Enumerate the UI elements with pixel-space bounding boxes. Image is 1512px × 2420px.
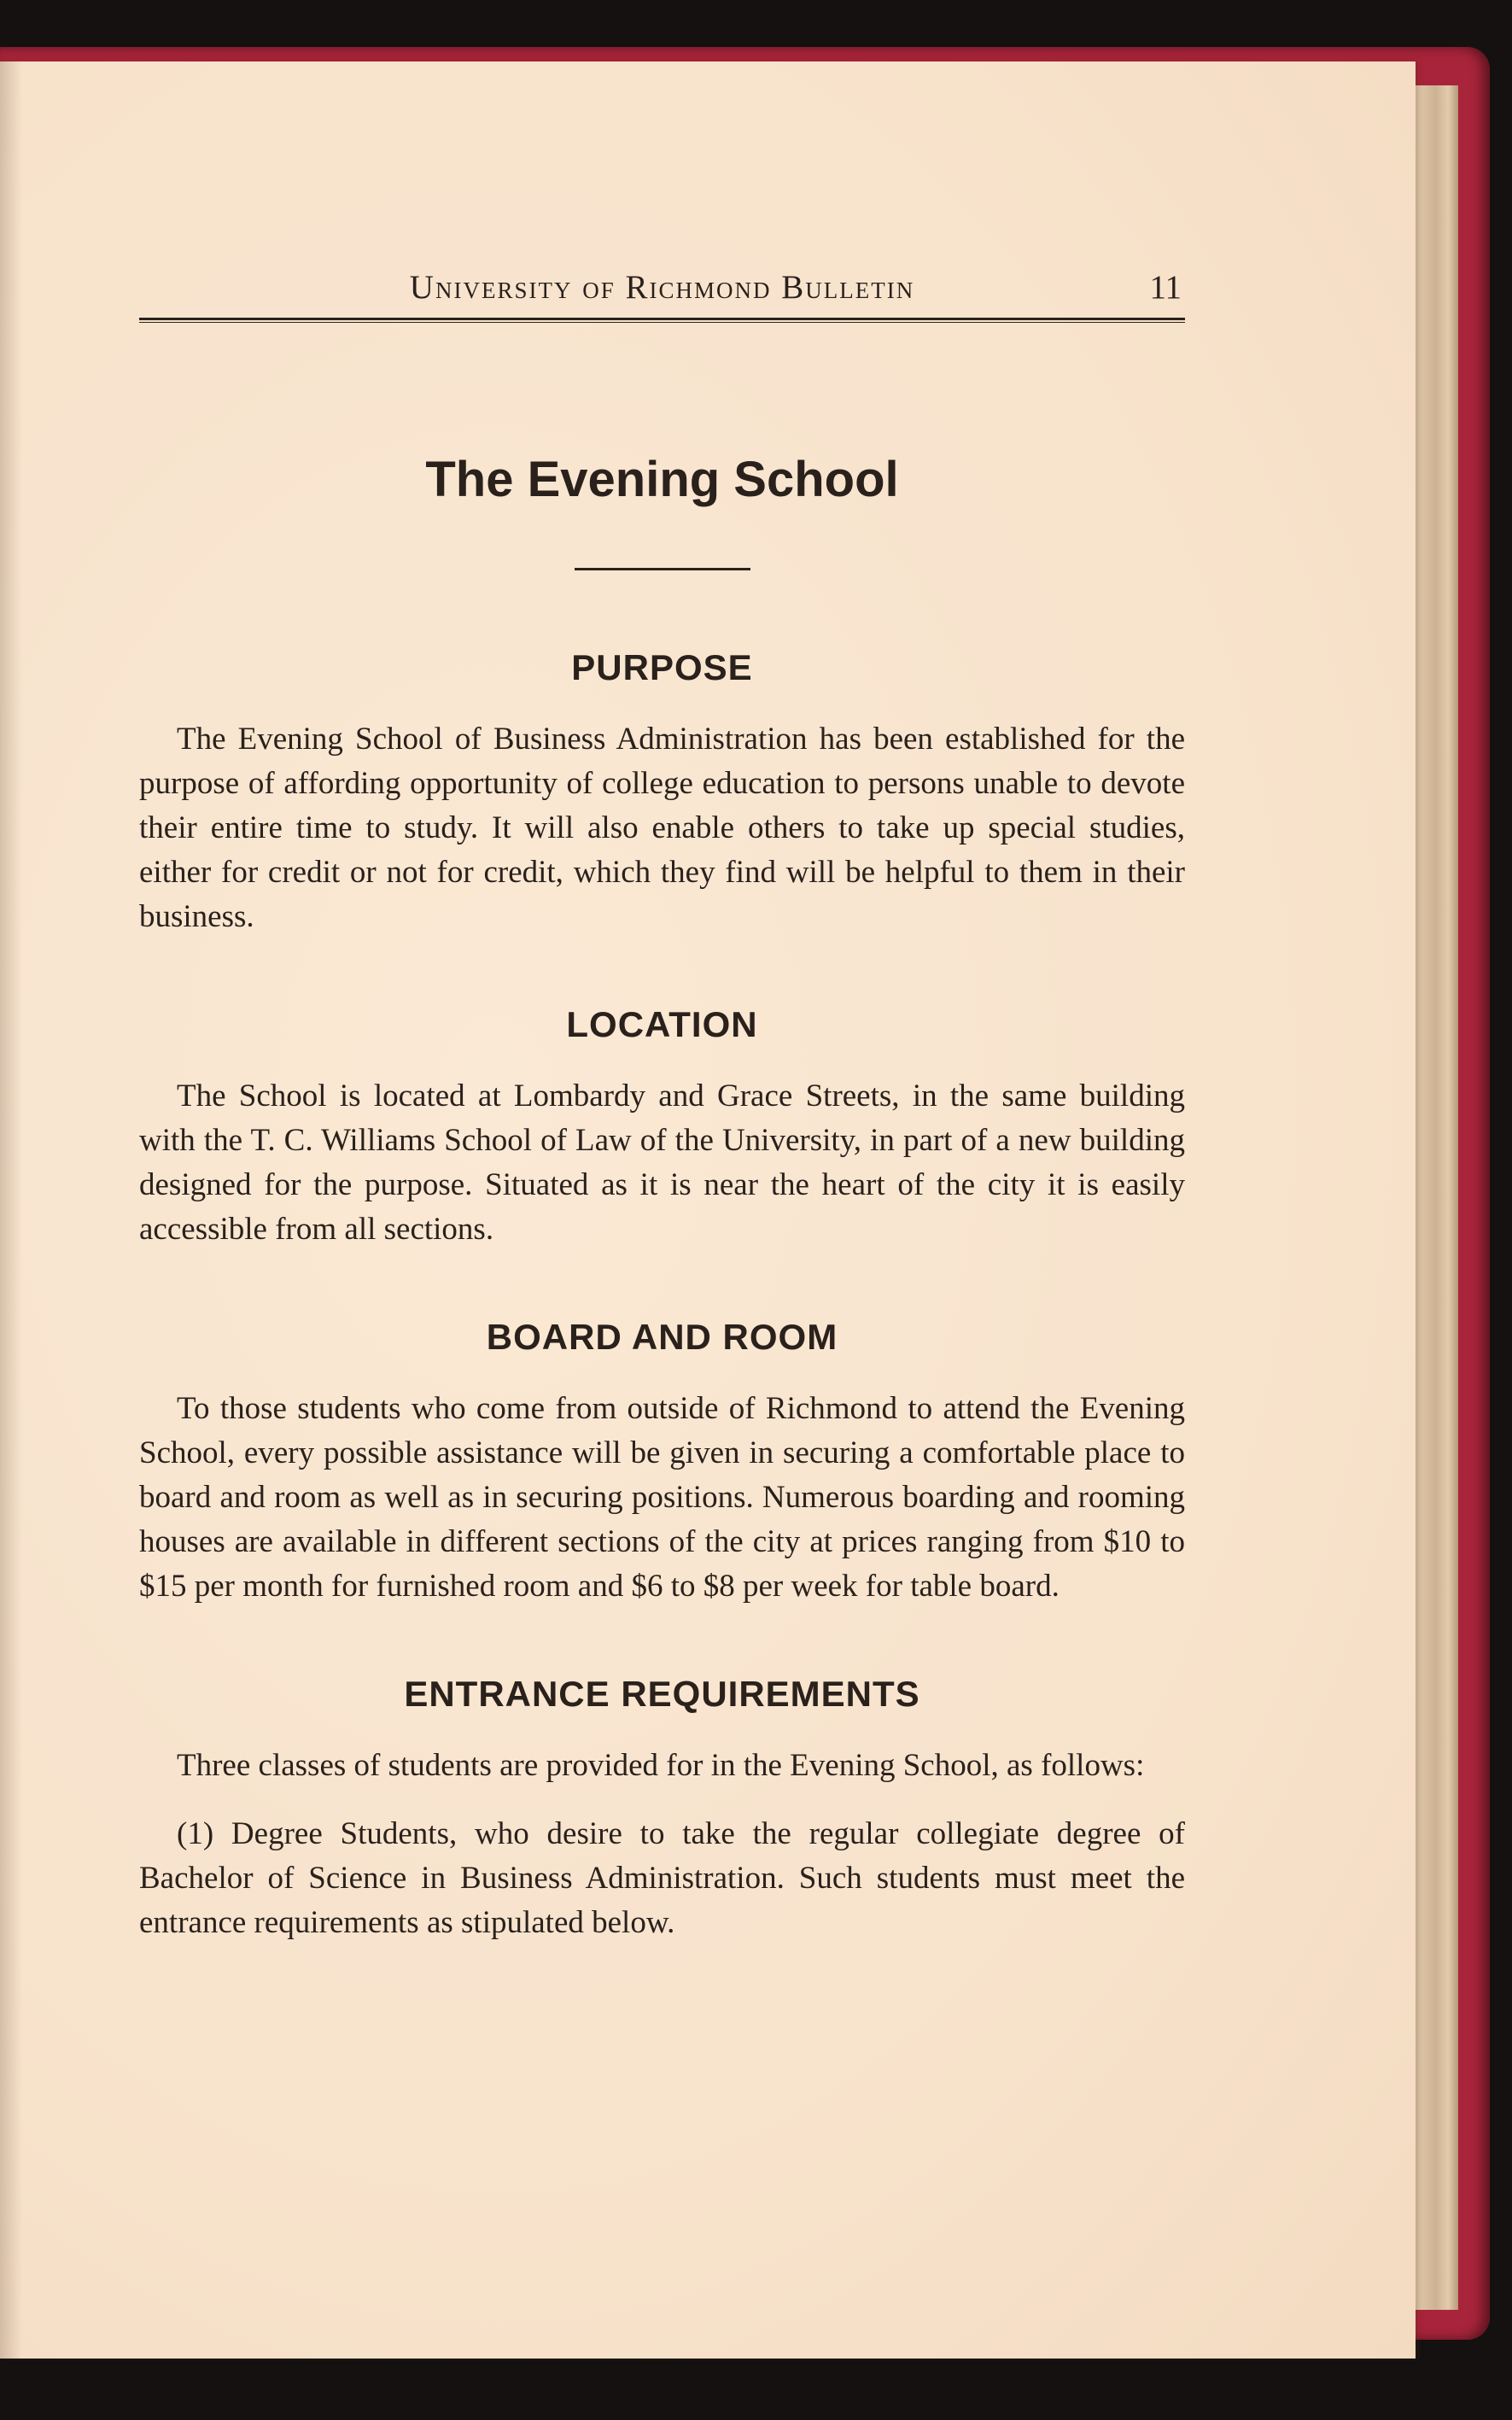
page-number: 11 bbox=[1149, 269, 1182, 306]
chapter-title: The Evening School bbox=[425, 452, 899, 507]
section-heading-location: LOCATION bbox=[566, 1004, 758, 1044]
running-head-rule bbox=[139, 318, 1185, 323]
location-paragraph: The School is located at Lombardy and Grace Streets, in the same building with the T. C. Williams School of Law of the University, in part of a new building designed for the purpose. Situated as it is near the heart of the city it is easily accessible from all sections. bbox=[139, 1078, 1185, 1247]
entrance-requirements-paragraph: Three classes of students are provided for in the Evening School, as follows: bbox=[177, 1748, 1145, 1783]
title-rule bbox=[575, 568, 750, 570]
section-heading-purpose: PURPOSE bbox=[571, 647, 753, 687]
section-heading-board-and-room: BOARD AND ROOM bbox=[486, 1317, 838, 1357]
page-stack-edge bbox=[1409, 85, 1458, 2310]
gutter-shadow bbox=[0, 61, 22, 2359]
board-and-room-paragraph: To those students who come from outside of Richmond to attend the Evening School, every possible assistance will be given in securing a comfortable place to board and room as well as in securing positions. Numerous boarding and rooming houses are available in different sections of the city at prices ranging from $10 to $15 per month for furnished room and $6 to $8 per week for table board. bbox=[139, 1391, 1185, 1604]
degree-students-paragraph: (1) Degree Students, who desire to take the regular collegiate degree of Bachelor of Science in Business Administration. Such students must meet the entrance requirements as stipulated below. bbox=[139, 1816, 1185, 1940]
page-content bbox=[139, 256, 1185, 1945]
running-head-title: University of Richmond Bulletin bbox=[409, 269, 915, 306]
section-heading-entrance-requirements: ENTRANCE REQUIREMENTS bbox=[404, 1674, 920, 1714]
running-head bbox=[139, 256, 1185, 316]
purpose-paragraph: The Evening School of Business Administration has been established for the purpose of affording opportunity of college education to persons unable to devote their entire time to study. It will also enable others to take up special studies, either for credit or not for credit, which they find will be helpful to them in their business. bbox=[139, 722, 1185, 934]
